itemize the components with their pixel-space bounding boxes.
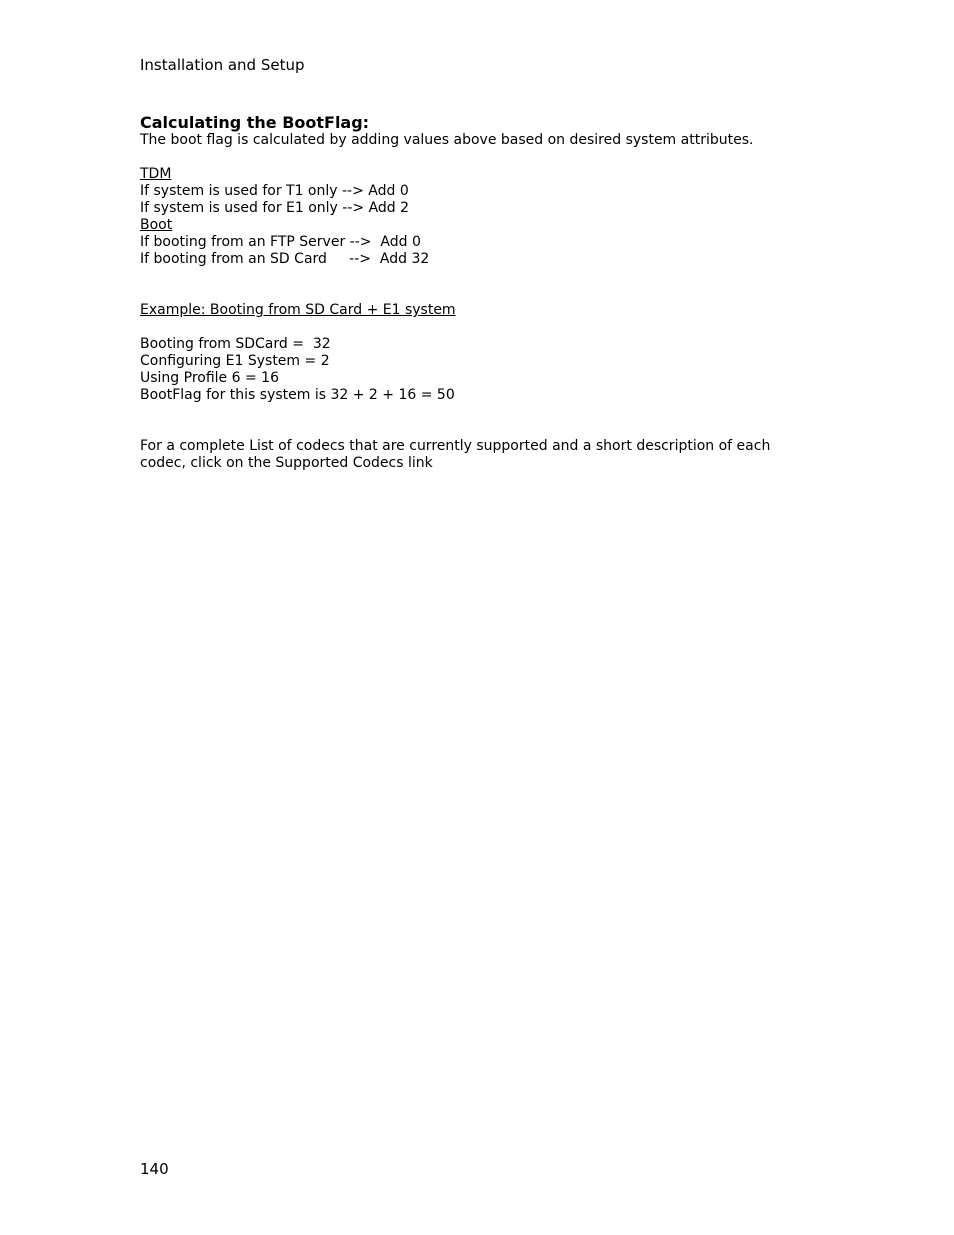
tdm-line-t1: If system is used for T1 only --> Add 0 bbox=[140, 183, 409, 199]
tdm-heading: TDM bbox=[140, 166, 172, 182]
section-title: Calculating the BootFlag: bbox=[140, 113, 370, 132]
boot-line-ftp: If booting from an FTP Server --> Add 0 bbox=[140, 234, 421, 250]
example-line-total: BootFlag for this system is 32 + 2 + 16 = 50 bbox=[140, 387, 455, 403]
example-line-profile: Using Profile 6 = 16 bbox=[140, 370, 279, 386]
running-header: Installation and Setup bbox=[140, 56, 305, 74]
codecs-note: For a complete List of codecs that are currently supported and a short description of each codec, click on the Supported Codecs link bbox=[140, 438, 771, 471]
tdm-line-e1: If system is used for E1 only --> Add 2 bbox=[140, 200, 410, 216]
document-content bbox=[140, 114, 820, 472]
boot-line-sd: If booting from an SD Card --> Add 32 bbox=[140, 251, 430, 267]
example-heading: Example: Booting from SD Card + E1 system bbox=[140, 302, 456, 318]
boot-heading: Boot bbox=[140, 217, 173, 233]
example-line-e1: Configuring E1 System = 2 bbox=[140, 353, 330, 369]
example-line-sdcard: Booting from SDCard = 32 bbox=[140, 336, 331, 352]
page-number: 140 bbox=[140, 1160, 169, 1178]
intro-text: The boot flag is calculated by adding values above based on desired system attributes. bbox=[140, 132, 754, 148]
